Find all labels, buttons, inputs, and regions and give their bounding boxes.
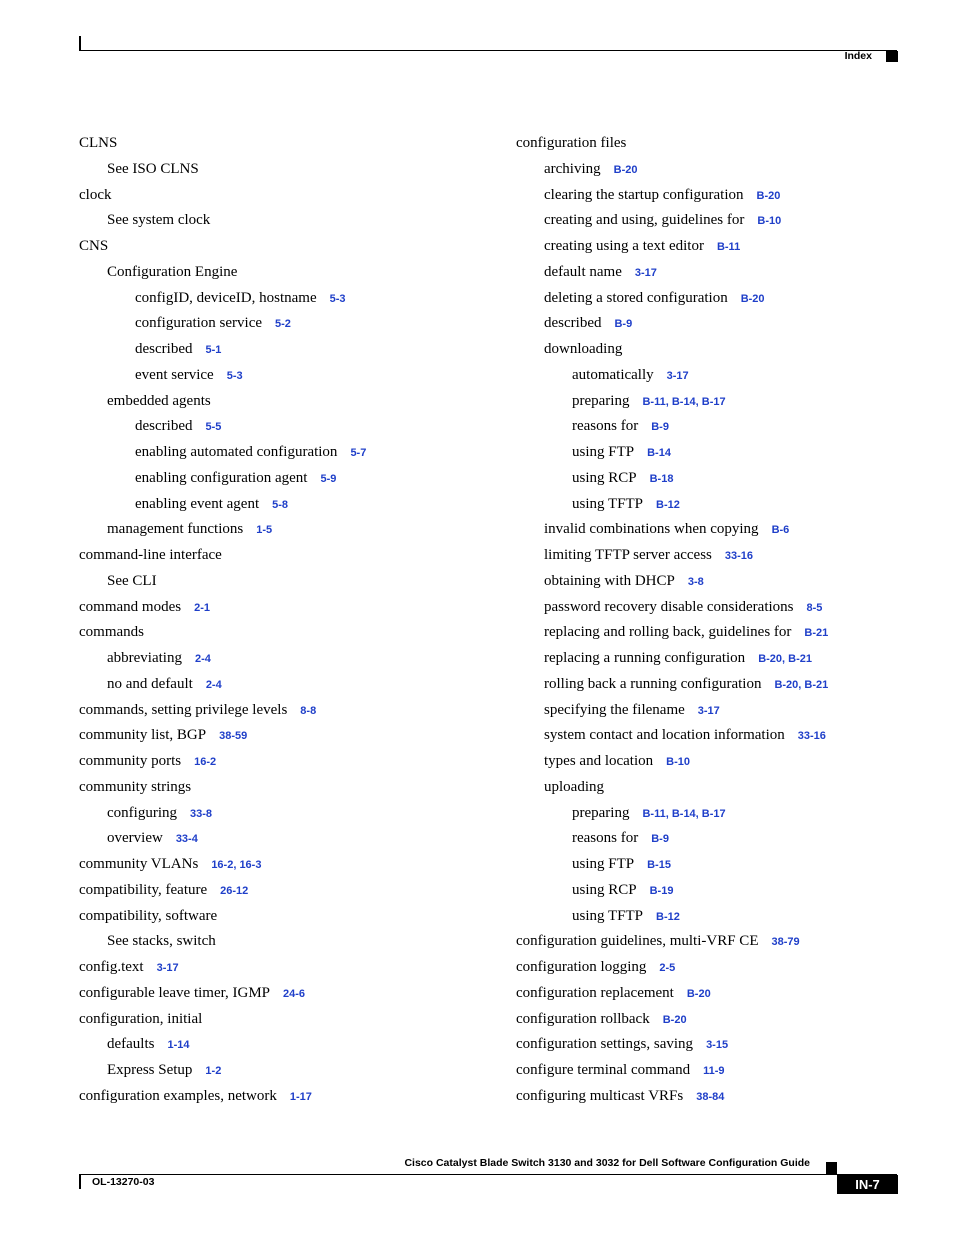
page-ref-link[interactable]: 3-15 (706, 1039, 729, 1052)
index-entry (79, 929, 509, 955)
page-ref-link[interactable]: B-19 (649, 884, 674, 897)
index-entry (516, 878, 946, 904)
index-term: archiving (544, 160, 601, 177)
page-ref-link[interactable]: B-10 (666, 756, 690, 768)
index-term: password recovery disable considerations (544, 598, 794, 615)
index-entry (516, 260, 946, 286)
index-term: management functions (107, 521, 244, 538)
index-term: rolling back a running configuration (544, 675, 762, 692)
header-section-label: Index (844, 50, 872, 62)
index-entry (516, 183, 946, 209)
index-entry (79, 646, 509, 672)
index-entry (516, 723, 946, 749)
index-entry (79, 543, 509, 569)
page-ref-link[interactable]: 33-16 (724, 550, 754, 562)
footer-rule (79, 1174, 897, 1175)
page-ref-link[interactable]: B-15 (647, 859, 671, 871)
index-entry (516, 775, 946, 801)
index-term: command modes (79, 598, 182, 615)
page-ref-link[interactable]: 5-9 (320, 472, 337, 485)
page-ref-link[interactable]: B-20, B-21 (758, 653, 812, 665)
index-term: configuration files (516, 135, 627, 151)
page-ref-link[interactable]: 3-17 (634, 266, 657, 279)
index-entry (516, 569, 946, 595)
footer-tick (79, 1174, 81, 1189)
index-term: clearing the startup configuration (544, 186, 744, 203)
index-entry (79, 852, 509, 878)
page-ref-link[interactable]: B-9 (614, 318, 633, 331)
page-ref-link[interactable]: B-9 (651, 833, 669, 846)
page-ref-link[interactable]: 26-12 (220, 884, 249, 897)
index-term: compatibility, feature (79, 881, 208, 898)
index-term: default name (544, 263, 622, 280)
footer-page-number: IN-7 (837, 1175, 898, 1194)
index-term: invalid combinations when copying (544, 521, 759, 538)
index-entry (79, 131, 509, 157)
page-ref-link[interactable]: 3-17 (697, 704, 720, 717)
index-entry (516, 1007, 946, 1033)
page-ref-link[interactable]: 8-8 (300, 704, 317, 717)
index-entry (79, 620, 509, 646)
index-entry (516, 1084, 946, 1110)
index-term: command-line interface (79, 547, 222, 563)
index-entry (516, 698, 946, 724)
page-ref-link[interactable]: B-9 (651, 421, 669, 434)
index-term: using TFTP (572, 907, 643, 924)
page-ref-link[interactable]: 5-3 (329, 292, 346, 305)
index-term: deleting a stored configuration (544, 289, 728, 306)
index-entry (79, 389, 509, 415)
index-term: configuration service (135, 315, 263, 332)
index-term: compatibility, software (79, 907, 218, 924)
index-entry (79, 878, 509, 904)
footer-doc-number: OL-13270-03 (92, 1176, 155, 1188)
page-ref-link[interactable]: B-20 (740, 292, 765, 305)
page-ref-link[interactable]: 33-4 (175, 833, 198, 846)
footer-guide-title: Cisco Catalyst Blade Switch 3130 and 3032 for Dell Software Configuration Guide (404, 1157, 810, 1169)
index-entry (79, 517, 509, 543)
index-term: uploading (544, 778, 604, 795)
index-entry (79, 749, 509, 775)
header-marker-block (886, 51, 898, 62)
index-term: community strings (79, 778, 192, 795)
index-term: defaults (107, 1036, 155, 1053)
index-entry (516, 595, 946, 621)
index-term: configurable leave timer, IGMP (79, 984, 271, 1001)
index-entry (79, 492, 509, 518)
index-term: configure terminal command (516, 1062, 691, 1078)
page-ref-link[interactable]: 24-6 (283, 987, 306, 1000)
page-ref-link[interactable]: 2-4 (194, 653, 211, 665)
index-entry (79, 260, 509, 286)
header-tick (79, 36, 81, 51)
index-entry (516, 1058, 946, 1084)
index-term: community VLANs (79, 856, 199, 872)
index-entry (79, 157, 509, 183)
page-ref-link[interactable]: 3-17 (666, 369, 689, 382)
page-ref-link[interactable]: 5-7 (350, 447, 367, 459)
index-entry (516, 157, 946, 183)
page-ref-link[interactable]: 5-3 (226, 369, 243, 382)
index-term: commands, setting privilege levels (79, 701, 288, 718)
index-entry (79, 234, 509, 260)
index-term: configuration rollback (516, 1010, 650, 1027)
index-term: abbreviating (107, 650, 182, 666)
index-term: configuration replacement (516, 984, 674, 1001)
index-entry (79, 955, 509, 981)
index-term: See system clock (107, 212, 211, 229)
index-term: creating and using, guidelines for (544, 212, 745, 229)
index-entry (516, 286, 946, 312)
page-ref-link[interactable]: 33-8 (189, 807, 213, 820)
index-term: configuration settings, saving (516, 1036, 694, 1053)
page-ref-link[interactable]: B-20 (756, 189, 781, 202)
index-entry (516, 311, 946, 337)
index-term: enabling event agent (135, 495, 260, 512)
index-term: community list, BGP (79, 727, 207, 744)
index-term: See CLI (107, 572, 157, 589)
page-ref-link[interactable]: B-14 (647, 447, 671, 459)
index-term: downloading (544, 341, 623, 357)
index-entry (79, 311, 509, 337)
page-ref-link[interactable]: 5-8 (272, 498, 289, 511)
index-entry (79, 801, 509, 827)
index-entry (516, 337, 946, 363)
page-ref-link[interactable]: 11-9 (703, 1065, 725, 1077)
page-ref-link[interactable]: 2-1 (194, 601, 210, 614)
index-entry (79, 466, 509, 492)
index-term: enabling configuration agent (135, 469, 308, 486)
page-ref-link[interactable]: B-20 (662, 1013, 687, 1026)
page-ref-link[interactable]: 1-5 (256, 524, 273, 537)
index-entry (79, 363, 509, 389)
index-entry (516, 749, 946, 775)
index-entry (79, 904, 509, 930)
index-entry (516, 981, 946, 1007)
index-term: configID, deviceID, hostname (135, 289, 317, 306)
page-ref-link[interactable]: B-12 (656, 910, 680, 923)
index-entry (79, 569, 509, 595)
index-entry (516, 1032, 946, 1058)
page-ref-link[interactable]: 38-59 (219, 730, 248, 743)
index-term: system contact and location information (544, 727, 785, 744)
index-entry (516, 904, 946, 930)
index-term: automatically (572, 366, 654, 383)
page-ref-link[interactable]: B-21 (804, 627, 829, 640)
index-term: reasons for (572, 830, 639, 847)
index-entry (516, 672, 946, 698)
index-term: described (135, 341, 193, 357)
index-term: using FTP (572, 444, 635, 460)
index-term: embedded agents (107, 392, 211, 409)
index-column-left (79, 131, 509, 1110)
page-ref-link[interactable]: 2-4 (205, 678, 222, 691)
index-term: reasons for (572, 418, 639, 435)
index-entry (79, 414, 509, 440)
index-term: config.text (79, 959, 144, 975)
page-ref-link[interactable]: 3-17 (156, 962, 179, 974)
index-entry (516, 620, 946, 646)
index-term: clock (79, 186, 112, 203)
index-term: configuration guidelines, multi-VRF CE (516, 933, 759, 950)
index-term: described (135, 418, 193, 435)
index-term: Express Setup (107, 1062, 193, 1078)
index-entry (79, 775, 509, 801)
index-term: configuring (107, 804, 177, 821)
page-ref-link[interactable]: B-20 (686, 987, 711, 1000)
index-term: preparing (572, 804, 630, 821)
index-entry (516, 929, 946, 955)
page-ref-link[interactable]: 1-17 (289, 1090, 312, 1103)
index-term: enabling automated configuration (135, 444, 338, 460)
index-entry (79, 183, 509, 209)
index-entry (516, 466, 946, 492)
page-ref-link[interactable]: B-20, B-21 (774, 678, 829, 691)
index-term: no and default (107, 675, 193, 692)
page-ref-link[interactable]: 3-8 (687, 575, 704, 588)
index-entry (79, 826, 509, 852)
index-entry (79, 723, 509, 749)
index-term: commands (79, 624, 144, 641)
index-term: See stacks, switch (107, 933, 216, 950)
index-entry (79, 1084, 509, 1110)
page-ref-link[interactable]: 1-2 (205, 1065, 222, 1077)
index-entry (79, 337, 509, 363)
index-entry (516, 492, 946, 518)
page-ref-link[interactable]: B-12 (656, 498, 680, 511)
page-ref-link[interactable]: 38-79 (771, 936, 800, 949)
index-entry (516, 131, 946, 157)
index-term: configuration, initial (79, 1010, 203, 1027)
page-ref-link[interactable]: 16-2, 16-3 (211, 859, 262, 871)
index-entry (516, 955, 946, 981)
index-entry (79, 672, 509, 698)
index-term: CNS (79, 238, 109, 254)
page-ref-link[interactable]: 8-5 (806, 601, 823, 614)
index-entry (516, 389, 946, 415)
index-entry (79, 595, 509, 621)
page-ref-link[interactable]: 5-2 (275, 318, 291, 331)
page-ref-link[interactable]: B-6 (771, 524, 790, 537)
index-term: Configuration Engine (107, 263, 238, 280)
index-entry (516, 543, 946, 569)
index-term: specifying the filename (544, 701, 685, 718)
index-entry (79, 286, 509, 312)
index-entry (516, 208, 946, 234)
page-ref-link[interactable]: B-18 (649, 472, 674, 485)
page-ref-link[interactable]: 5-1 (205, 344, 222, 356)
page-ref-link[interactable]: 1-14 (167, 1039, 190, 1052)
index-entry (516, 801, 946, 827)
index-entry (516, 363, 946, 389)
page-ref-link[interactable]: 5-5 (205, 421, 222, 434)
page-ref-link[interactable]: 38-84 (696, 1090, 725, 1103)
index-term: overview (107, 830, 163, 847)
index-term: using FTP (572, 856, 635, 872)
index-entry (79, 440, 509, 466)
index-entry (79, 1007, 509, 1033)
index-term: configuring multicast VRFs (516, 1087, 684, 1104)
index-term: replacing and rolling back, guidelines for (544, 624, 792, 641)
index-term: described (544, 315, 602, 332)
index-entry (79, 1032, 509, 1058)
index-entry (79, 208, 509, 234)
index-term: creating using a text editor (544, 238, 704, 254)
index-term: CLNS (79, 135, 118, 151)
index-term: preparing (572, 392, 630, 409)
index-term: limiting TFTP server access (544, 547, 712, 563)
index-entry (516, 852, 946, 878)
footer-marker-block (826, 1162, 837, 1174)
index-entry (79, 698, 509, 724)
index-entry (516, 826, 946, 852)
index-entry (79, 1058, 509, 1084)
index-term: configuration logging (516, 959, 647, 975)
page-ref-link[interactable]: 16-2 (194, 756, 217, 768)
index-term: See ISO CLNS (107, 160, 199, 177)
index-entry (516, 234, 946, 260)
page-ref-link[interactable]: B-11, B-14, B-17 (642, 395, 726, 408)
index-entry (516, 414, 946, 440)
page-ref-link[interactable]: 2-5 (659, 962, 676, 974)
index-term: event service (135, 366, 214, 383)
index-term: using TFTP (572, 495, 643, 512)
page-ref-link[interactable]: 33-16 (797, 730, 826, 743)
index-term: obtaining with DHCP (544, 572, 675, 589)
index-term: using RCP (572, 881, 637, 898)
page-ref-link[interactable]: B-10 (757, 215, 782, 228)
index-entry (516, 517, 946, 543)
index-entry (516, 646, 946, 672)
index-entry (516, 440, 946, 466)
index-term: using RCP (572, 469, 637, 486)
page-ref-link[interactable]: B-11, B-14, B-17 (642, 807, 726, 820)
index-term: configuration examples, network (79, 1087, 277, 1104)
index-term: types and location (544, 753, 654, 769)
page-ref-link[interactable]: B-11 (716, 241, 741, 253)
index-term: community ports (79, 753, 182, 769)
index-term: replacing a running configuration (544, 650, 746, 666)
index-column-right (516, 131, 946, 1110)
index-entry (79, 981, 509, 1007)
page-ref-link[interactable]: B-20 (613, 163, 638, 176)
